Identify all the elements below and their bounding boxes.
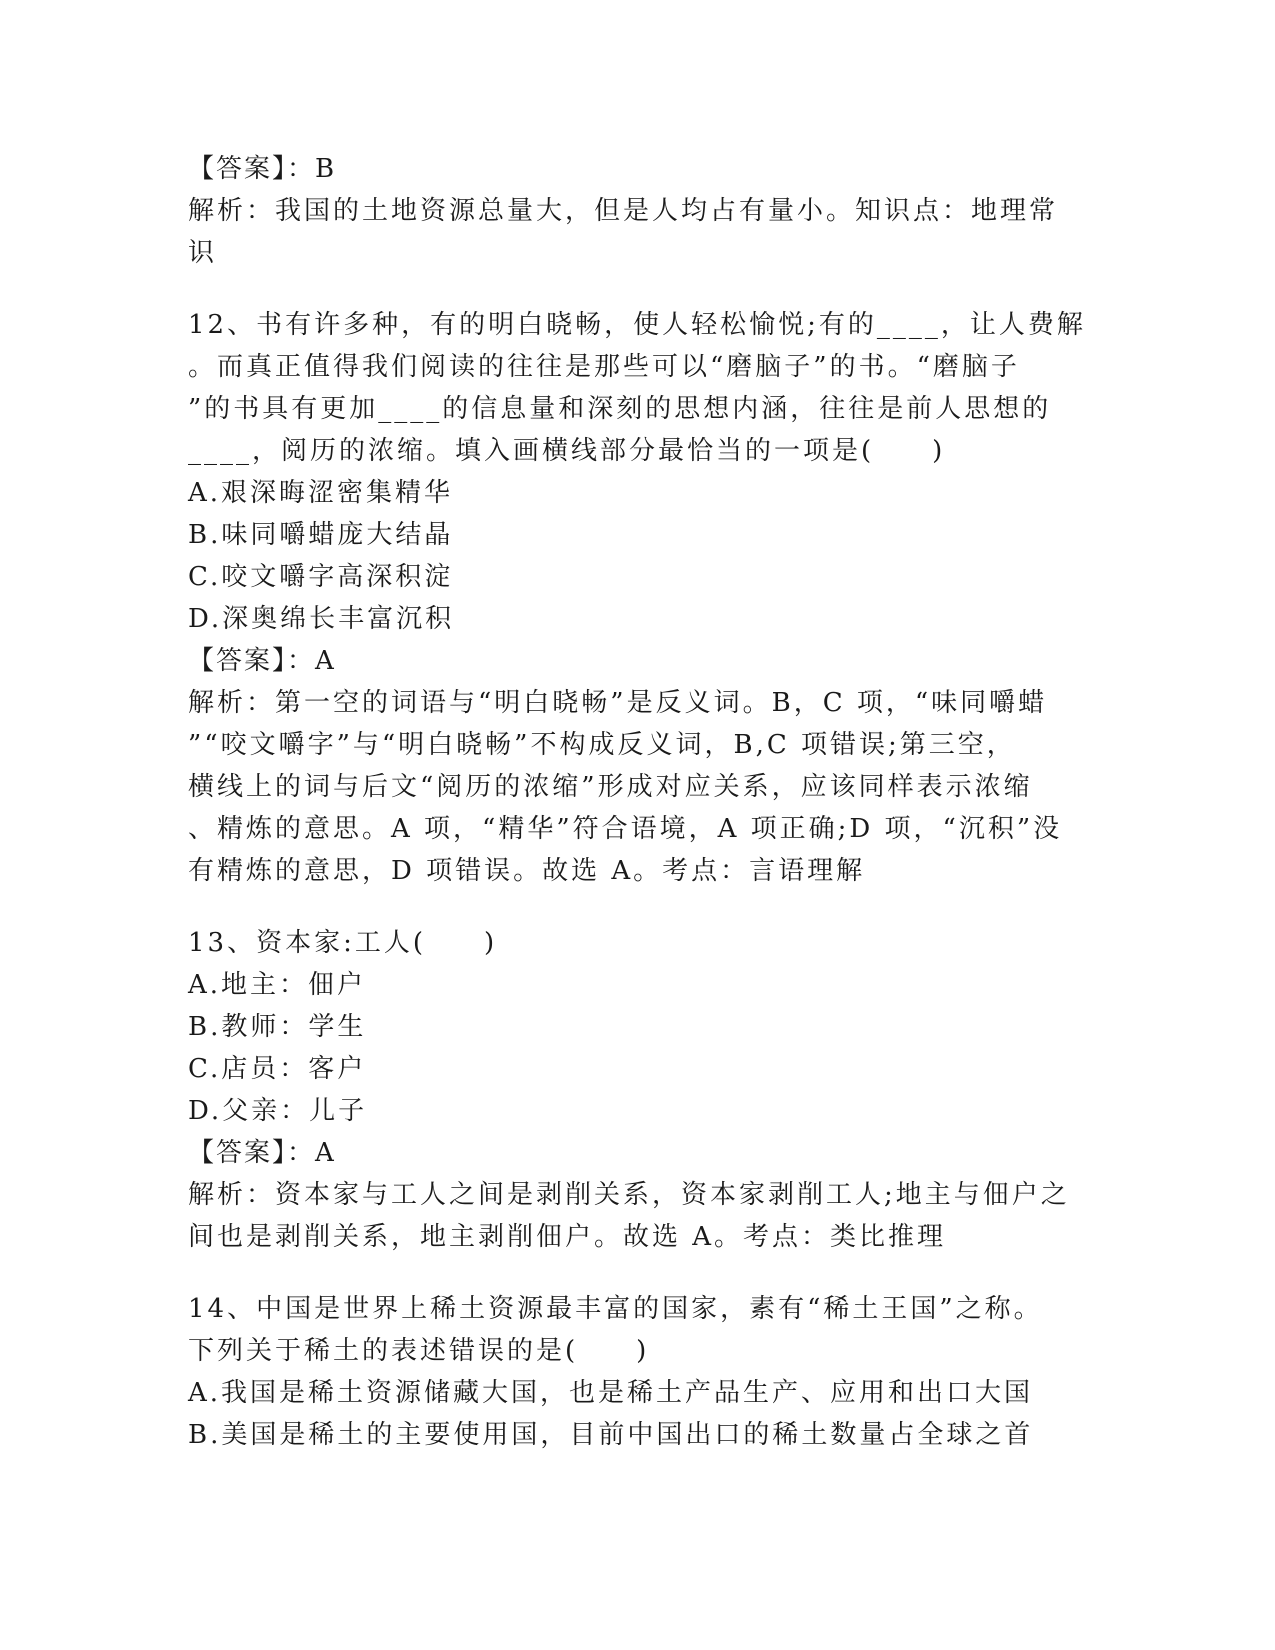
question-stem-line: ____，阅历的浓缩。填入画横线部分最恰当的一项是( ) — [188, 436, 946, 466]
option-c: C.店员：客户 — [188, 1054, 367, 1084]
analysis-line: 识 — [188, 238, 218, 268]
question-stem-line: 。而真正值得我们阅读的往往是那些可以“磨脑子”的书。“磨脑子 — [188, 352, 1020, 382]
question-stem-line: 13、资本家:工人( ) — [188, 928, 498, 958]
answer-line: 【答案】：B — [188, 154, 337, 184]
q11-answer-block — [188, 148, 1088, 274]
answer-line: 【答案】：A — [188, 1138, 336, 1168]
analysis-line: ”“咬文嚼字”与“明白晓畅”不构成反义词，B,C 项错误;第三空， — [188, 730, 1016, 760]
analysis-line: 有精炼的意思，D 项错误。故选 A。考点：言语理解 — [188, 856, 866, 886]
option-d: D.深奥绵长丰富沉积 — [188, 604, 455, 634]
analysis-line: 、精炼的意思。A 项，“精华”符合语境，A 项正确;D 项，“沉积”没 — [188, 814, 1063, 844]
page-content — [188, 148, 1088, 1486]
analysis-line: 解析：资本家与工人之间是剥削关系，资本家剥削工人;地主与佃户之 — [188, 1180, 1070, 1210]
option-d: D.父亲：儿子 — [188, 1096, 368, 1126]
option-a: A.我国是稀土资源储藏大国，也是稀土产品生产、应用和出口大国 — [188, 1378, 1034, 1408]
option-b: B.教师：学生 — [188, 1012, 367, 1042]
question-stem-line: ”的书具有更加____的信息量和深刻的思想内涵，往往是前人思想的 — [188, 394, 1052, 424]
option-c: C.咬文嚼字高深积淀 — [188, 562, 454, 592]
option-a: A.地主：佃户 — [188, 970, 367, 1000]
option-b: B.美国是稀土的主要使用国，目前中国出口的稀土数量占全球之首 — [188, 1420, 1034, 1450]
analysis-line: 解析：第一空的词语与“明白晓畅”是反义词。B，C 项，“味同嚼蜡 — [188, 688, 1048, 718]
analysis-line: 横线上的词与后文“阅历的浓缩”形成对应关系，应该同样表示浓缩 — [188, 772, 1033, 802]
analysis-line: 解析：我国的土地资源总量大，但是人均占有量小。知识点：地理常 — [188, 196, 1059, 226]
option-b: B.味同嚼蜡庞大结晶 — [188, 520, 454, 550]
option-a: A.艰深晦涩密集精华 — [188, 478, 454, 508]
question-stem-line: 下列关于稀土的表述错误的是( ) — [188, 1336, 650, 1366]
question-12-block — [188, 304, 1088, 892]
question-14-block — [188, 1288, 1088, 1456]
question-stem-line: 14、中国是世界上稀土资源最丰富的国家，素有“稀土王国”之称。 — [188, 1294, 1043, 1324]
question-stem-line: 12、书有许多种，有的明白晓畅，使人轻松愉悦;有的____，让人费解 — [188, 310, 1086, 340]
answer-line: 【答案】：A — [188, 646, 336, 676]
analysis-line: 间也是剥削关系，地主剥削佃户。故选 A。考点：类比推理 — [188, 1222, 947, 1252]
question-13-block — [188, 922, 1088, 1258]
